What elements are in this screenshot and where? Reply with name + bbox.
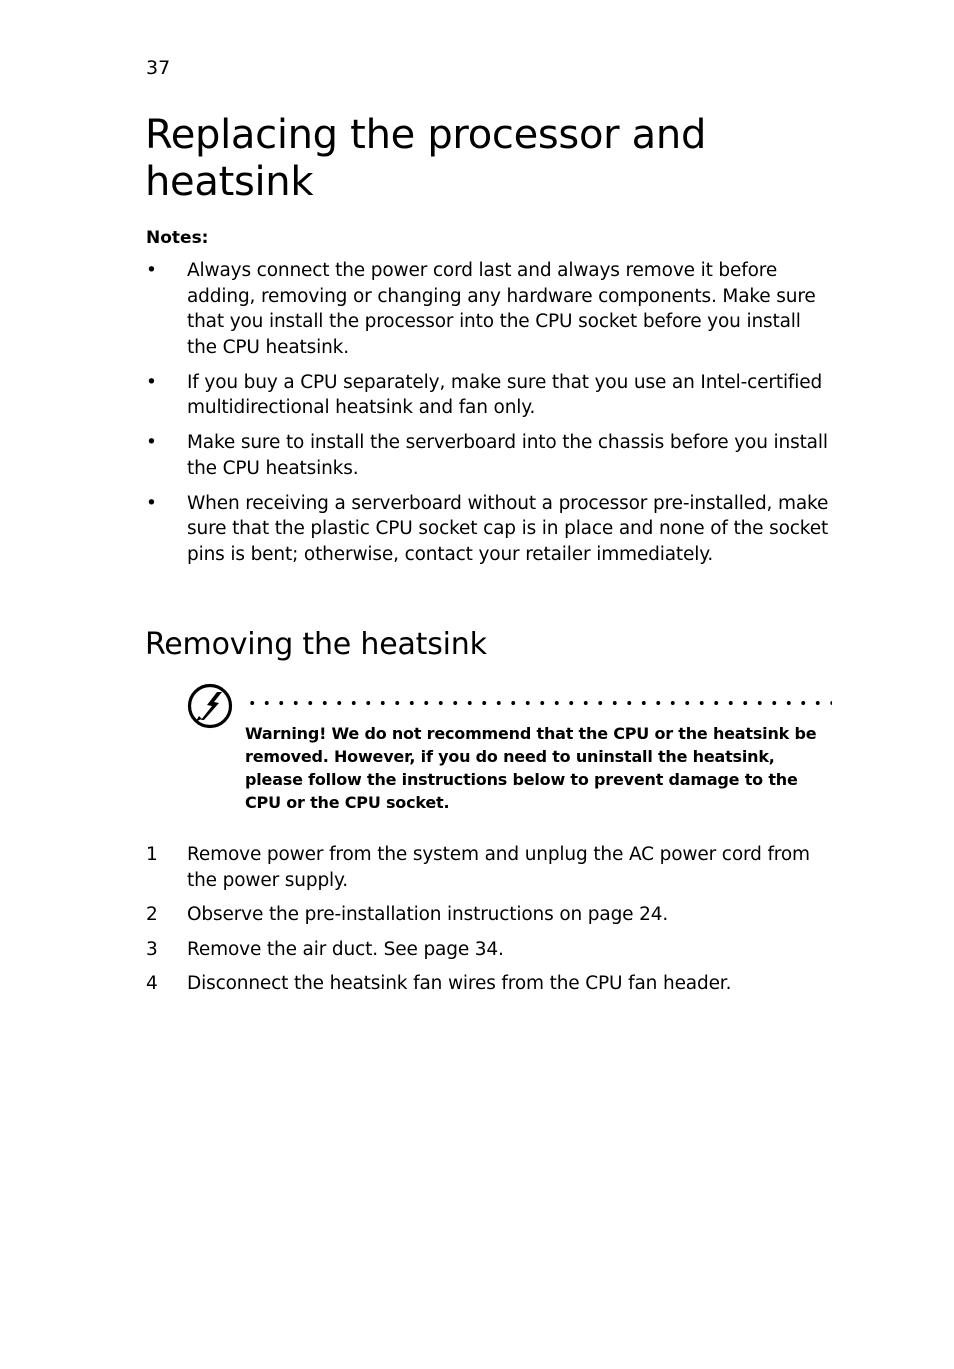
notes-list xyxy=(146,258,836,577)
bullet-icon: • xyxy=(146,492,157,514)
step-text: Observe the pre-installation instructions on page 24. xyxy=(187,904,669,925)
step-item xyxy=(146,842,836,893)
step-item xyxy=(146,937,836,963)
step-number: 1 xyxy=(146,844,158,865)
step-text: Remove the air duct. See page 34. xyxy=(187,938,504,960)
note-text: Make sure to install the serverboard into the chassis before you install the CPU heatsinks. xyxy=(187,432,828,479)
step-item xyxy=(146,971,836,997)
step-item xyxy=(146,902,836,928)
note-item xyxy=(146,258,836,360)
note-item xyxy=(146,491,836,568)
step-text: Disconnect the heatsink fan wires from the CPU fan header. xyxy=(187,973,732,994)
bullet-icon: • xyxy=(146,432,157,453)
step-number: 4 xyxy=(146,973,158,994)
dotted-divider xyxy=(245,700,832,706)
warning-text: Warning! We do not recommend that the CPU or the heatsink be removed. However, if you do need to uninstall the heatsink, please follow the instructions below to prevent damage to the CPU or the CPU socket. xyxy=(245,724,817,812)
note-text: When receiving a serverboard without a processor pre-installed, make sure that the plastic CPU socket cap is in place and none of the socket pins is bent; otherwise, contact your retailer immediately. xyxy=(187,492,829,565)
notes-heading: Notes: xyxy=(146,228,209,248)
lightning-warning-icon xyxy=(187,683,235,729)
bullet-icon: • xyxy=(146,371,157,393)
step-text: Remove power from the system and unplug the AC power cord from the power supply. xyxy=(187,844,810,891)
step-number: 3 xyxy=(146,938,158,960)
section-title: Removing the heatsink xyxy=(145,627,487,662)
steps-list xyxy=(146,842,836,1006)
note-item xyxy=(146,430,836,481)
note-item xyxy=(146,370,836,421)
note-text: Always connect the power cord last and always remove it before adding, removing or changing any hardware components. Make sure that you install the processor into the CPU socket before you install the CPU heatsink. xyxy=(187,260,816,358)
bullet-icon: • xyxy=(146,260,157,281)
page-number: 37 xyxy=(146,57,171,79)
note-text: If you buy a CPU separately, make sure that you use an Intel-certified multidirectional heatsink and fan only. xyxy=(187,371,823,418)
step-number: 2 xyxy=(146,904,158,925)
page-title: Replacing the processor and heatsink xyxy=(145,112,707,205)
